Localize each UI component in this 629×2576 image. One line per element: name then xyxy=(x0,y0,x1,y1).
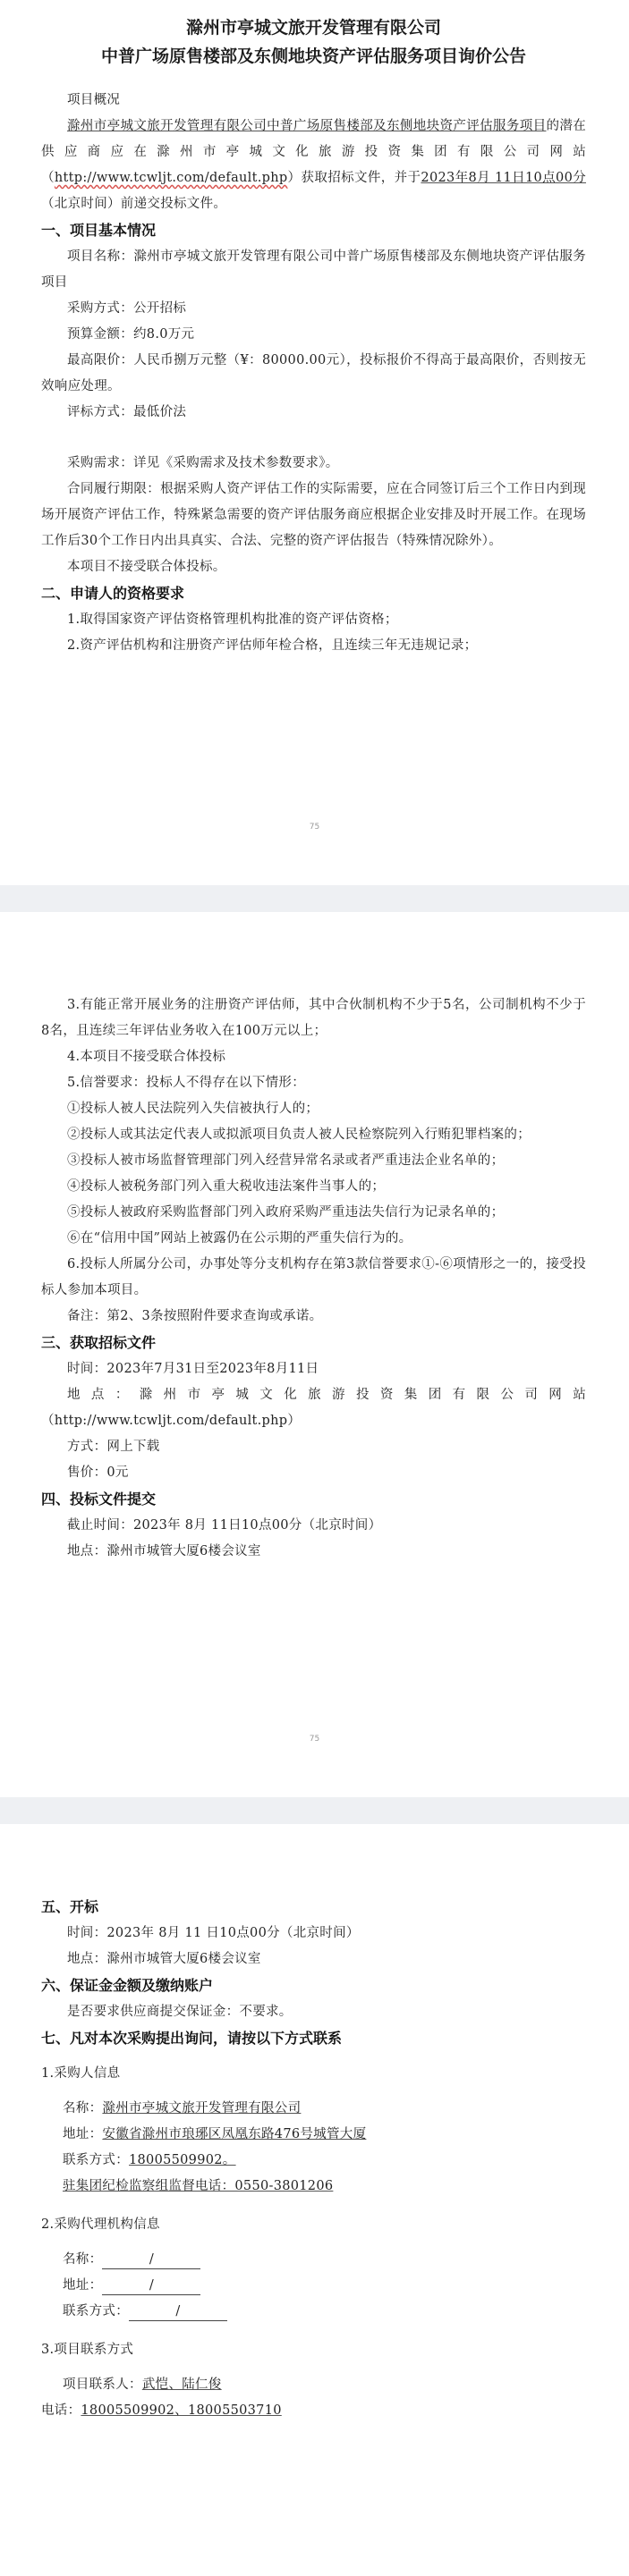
qualification-4: 4.本项目不接受联合体投标 xyxy=(67,1050,226,1064)
eval-method: 评标方式：最低价法 xyxy=(67,405,187,419)
buyer-addr-label: 地址： xyxy=(63,2127,103,2141)
buyer-addr: 安徽省滁州市琅琊区凤凰东路476号城管大厦 xyxy=(102,2127,367,2141)
buyer-phone-label: 联系方式： xyxy=(63,2153,129,2167)
contact-phone: 18005509902、18005503710 xyxy=(81,2403,282,2418)
qualification-6: 6.投标人所属分公司，办事处等分支机构存在第3款信誉要求①-⑥项情形之一的，接受投标人参加本项目。 xyxy=(41,1257,586,1297)
overview-url-link[interactable]: http://www.tcwljt.com/default.php xyxy=(54,171,288,185)
agent-name-label: 名称： xyxy=(63,2252,103,2267)
document-page-3 xyxy=(0,1824,629,2576)
opening-time: 时间：2023年 8月 11 日10点00分（北京时间） xyxy=(67,1926,360,1940)
document-page-1 xyxy=(0,0,629,885)
agent-addr-row xyxy=(41,2273,586,2299)
obtain-time: 时间：2023年7月31日至2023年8月11日 xyxy=(67,1362,319,1376)
opening-place: 地点：滁州市城管大厦6楼会议室 xyxy=(67,1952,261,1966)
contact-phone-label: 电话： xyxy=(41,2403,81,2418)
overview-label: 项目概况 xyxy=(67,93,121,107)
deposit-text: 是否要求供应商提交保证金：不要求。 xyxy=(67,2005,293,2019)
qualification-5: 5.信誉要求：投标人不得存在以下情形： xyxy=(67,1076,306,1090)
agent-addr: / xyxy=(102,2276,200,2295)
credit-condition-4: ④投标人被税务部门列入重大税收违法案件当事人的； xyxy=(67,1179,386,1194)
section6-heading: 六、保证金金额及缴纳账户 xyxy=(41,1977,214,1994)
buyer-phone-row xyxy=(41,2148,586,2174)
agent-name-row xyxy=(41,2247,586,2273)
document-page-2 xyxy=(0,912,629,1797)
agent-phone-row xyxy=(41,2299,586,2325)
contact-person-label: 项目联系人： xyxy=(63,2378,142,2392)
overview-text-3: （北京时间）前递交投标文件。 xyxy=(41,197,227,211)
overview-deadline: 2023年8月 11日10点00分 xyxy=(421,171,586,185)
section7-heading: 七、凡对本次采购提出询问，请按以下方式联系 xyxy=(41,2030,343,2047)
project-name: 项目名称：滁州市亭城文旅开发管理有限公司中普广场原售楼部及东侧地块资产评估服务项目 xyxy=(41,249,586,290)
section1-heading: 一、项目基本情况 xyxy=(41,222,157,239)
buyer-info-title: 1.采购人信息 xyxy=(41,2066,121,2081)
max-price: 最高限价：人民币捌万元整（¥：80000.00元），投标报价不得高于最高限价，否则按无效响应处理。 xyxy=(41,353,586,393)
submit-place: 地点：滁州市城管大厦6楼会议室 xyxy=(67,1544,261,1558)
credit-condition-3: ③投标人被市场监督管理部门列入经营异常名录或者严重违法企业名单的； xyxy=(67,1153,505,1168)
qualification-2: 2.资产评估机构和注册资产评估师年检合格，且连续三年无违规记录； xyxy=(67,638,478,653)
section2-heading: 二、申请人的资格要求 xyxy=(41,585,185,602)
document-title-line2: 中普广场原售楼部及东侧地块资产评估服务项目询价公告 xyxy=(100,46,526,66)
obtain-place: 地点：滁州市亭城文化旅游投资集团有限公司网站（http://www.tcwljt.com/default.php） xyxy=(41,1388,586,1428)
section5-heading: 五、开标 xyxy=(41,1898,99,1915)
submit-deadline: 截止时间：2023年 8月 11日10点00分（北京时间） xyxy=(67,1518,382,1533)
contact-person: 武恺、陆仁俊 xyxy=(141,2378,222,2392)
agent-phone-label: 联系方式： xyxy=(63,2304,129,2318)
requirements: 采购需求：详见《采购需求及技术参数要求》。 xyxy=(67,456,339,470)
budget: 预算金额：约8.0万元 xyxy=(67,327,195,342)
overview-project-name: 滁州市亭城文旅开发管理有限公司中普广场原售楼部及东侧地块资产评估服务项目 xyxy=(67,119,547,133)
contact-person-row xyxy=(41,2372,586,2398)
credit-condition-5: ⑤投标人被政府采购监督部门列入政府采购严重违法失信行为记录名单的； xyxy=(67,1205,505,1220)
overview-text-2: ）获取招标文件，并于 xyxy=(287,171,421,185)
page-number: 75 xyxy=(309,1735,320,1744)
credit-condition-1: ①投标人被人民法院列入失信被执行人的； xyxy=(67,1102,319,1116)
page-number: 75 xyxy=(309,823,320,832)
agent-name: / xyxy=(102,2251,200,2269)
overview-text: 的潜在供应商应在滁州市亭城文化旅游投资集团有限公司网站（ xyxy=(41,119,587,185)
credit-condition-2: ②投标人或其法定代表人或拟派项目负责人被人民检察院列入行贿犯罪档案的； xyxy=(67,1128,531,1142)
buyer-addr-row xyxy=(41,2122,586,2148)
qualification-1: 1.取得国家资产评估资格管理机构批准的资产评估资格； xyxy=(67,612,398,627)
buyer-name-label: 名称： xyxy=(63,2101,103,2116)
buyer-supervise: 驻集团纪检监察组监督电话：0550-3801206 xyxy=(63,2179,334,2193)
qualification-3: 3.有能正常开展业务的注册资产评估师，其中合伙制机构不少于5名，公司制机构不少于8名，且连续三年评估业务收入在100万元以上； xyxy=(41,998,586,1038)
overview-paragraph xyxy=(41,114,586,217)
agent-info-title: 2.采购代理机构信息 xyxy=(41,2217,160,2232)
section3-heading: 三、获取招标文件 xyxy=(41,1334,157,1351)
buyer-name-row xyxy=(41,2096,586,2122)
purchase-method: 采购方式：公开招标 xyxy=(67,301,187,316)
contact-info-title: 3.项目联系方式 xyxy=(41,2343,134,2357)
section4-heading: 四、投标文件提交 xyxy=(41,1491,157,1508)
obtain-method: 方式：网上下载 xyxy=(67,1440,160,1454)
agent-addr-label: 地址： xyxy=(63,2278,103,2293)
agent-phone: / xyxy=(129,2302,227,2321)
buyer-phone: 18005509902。 xyxy=(129,2153,236,2167)
credit-condition-6: ⑥在“信用中国”网站上被露仍在公示期的严重失信行为的。 xyxy=(67,1231,412,1246)
document-title-line1: 滁州市亭城文旅开发管理有限公司 xyxy=(185,18,441,38)
qualification-note: 备注：第2、3条按照附件要求查询或承诺。 xyxy=(67,1309,323,1323)
contact-phone-row xyxy=(41,2398,586,2424)
obtain-price: 售价：0元 xyxy=(67,1465,129,1480)
no-consortium: 本项目不接受联合体投标。 xyxy=(67,560,226,574)
contract-period: 合同履行期限：根据采购人资产评估工作的实际需要，应在合同签订后三个工作日内到现场开展资产评估工作，特殊紧急需要的资产评估服务商应根据企业安排及时开展工作。在现场工作后30个工作日内出具真实、合法、完整的资产评估报告（特殊情况除外）。 xyxy=(41,482,586,548)
buyer-name: 滁州市亭城文旅开发管理有限公司 xyxy=(102,2101,302,2116)
